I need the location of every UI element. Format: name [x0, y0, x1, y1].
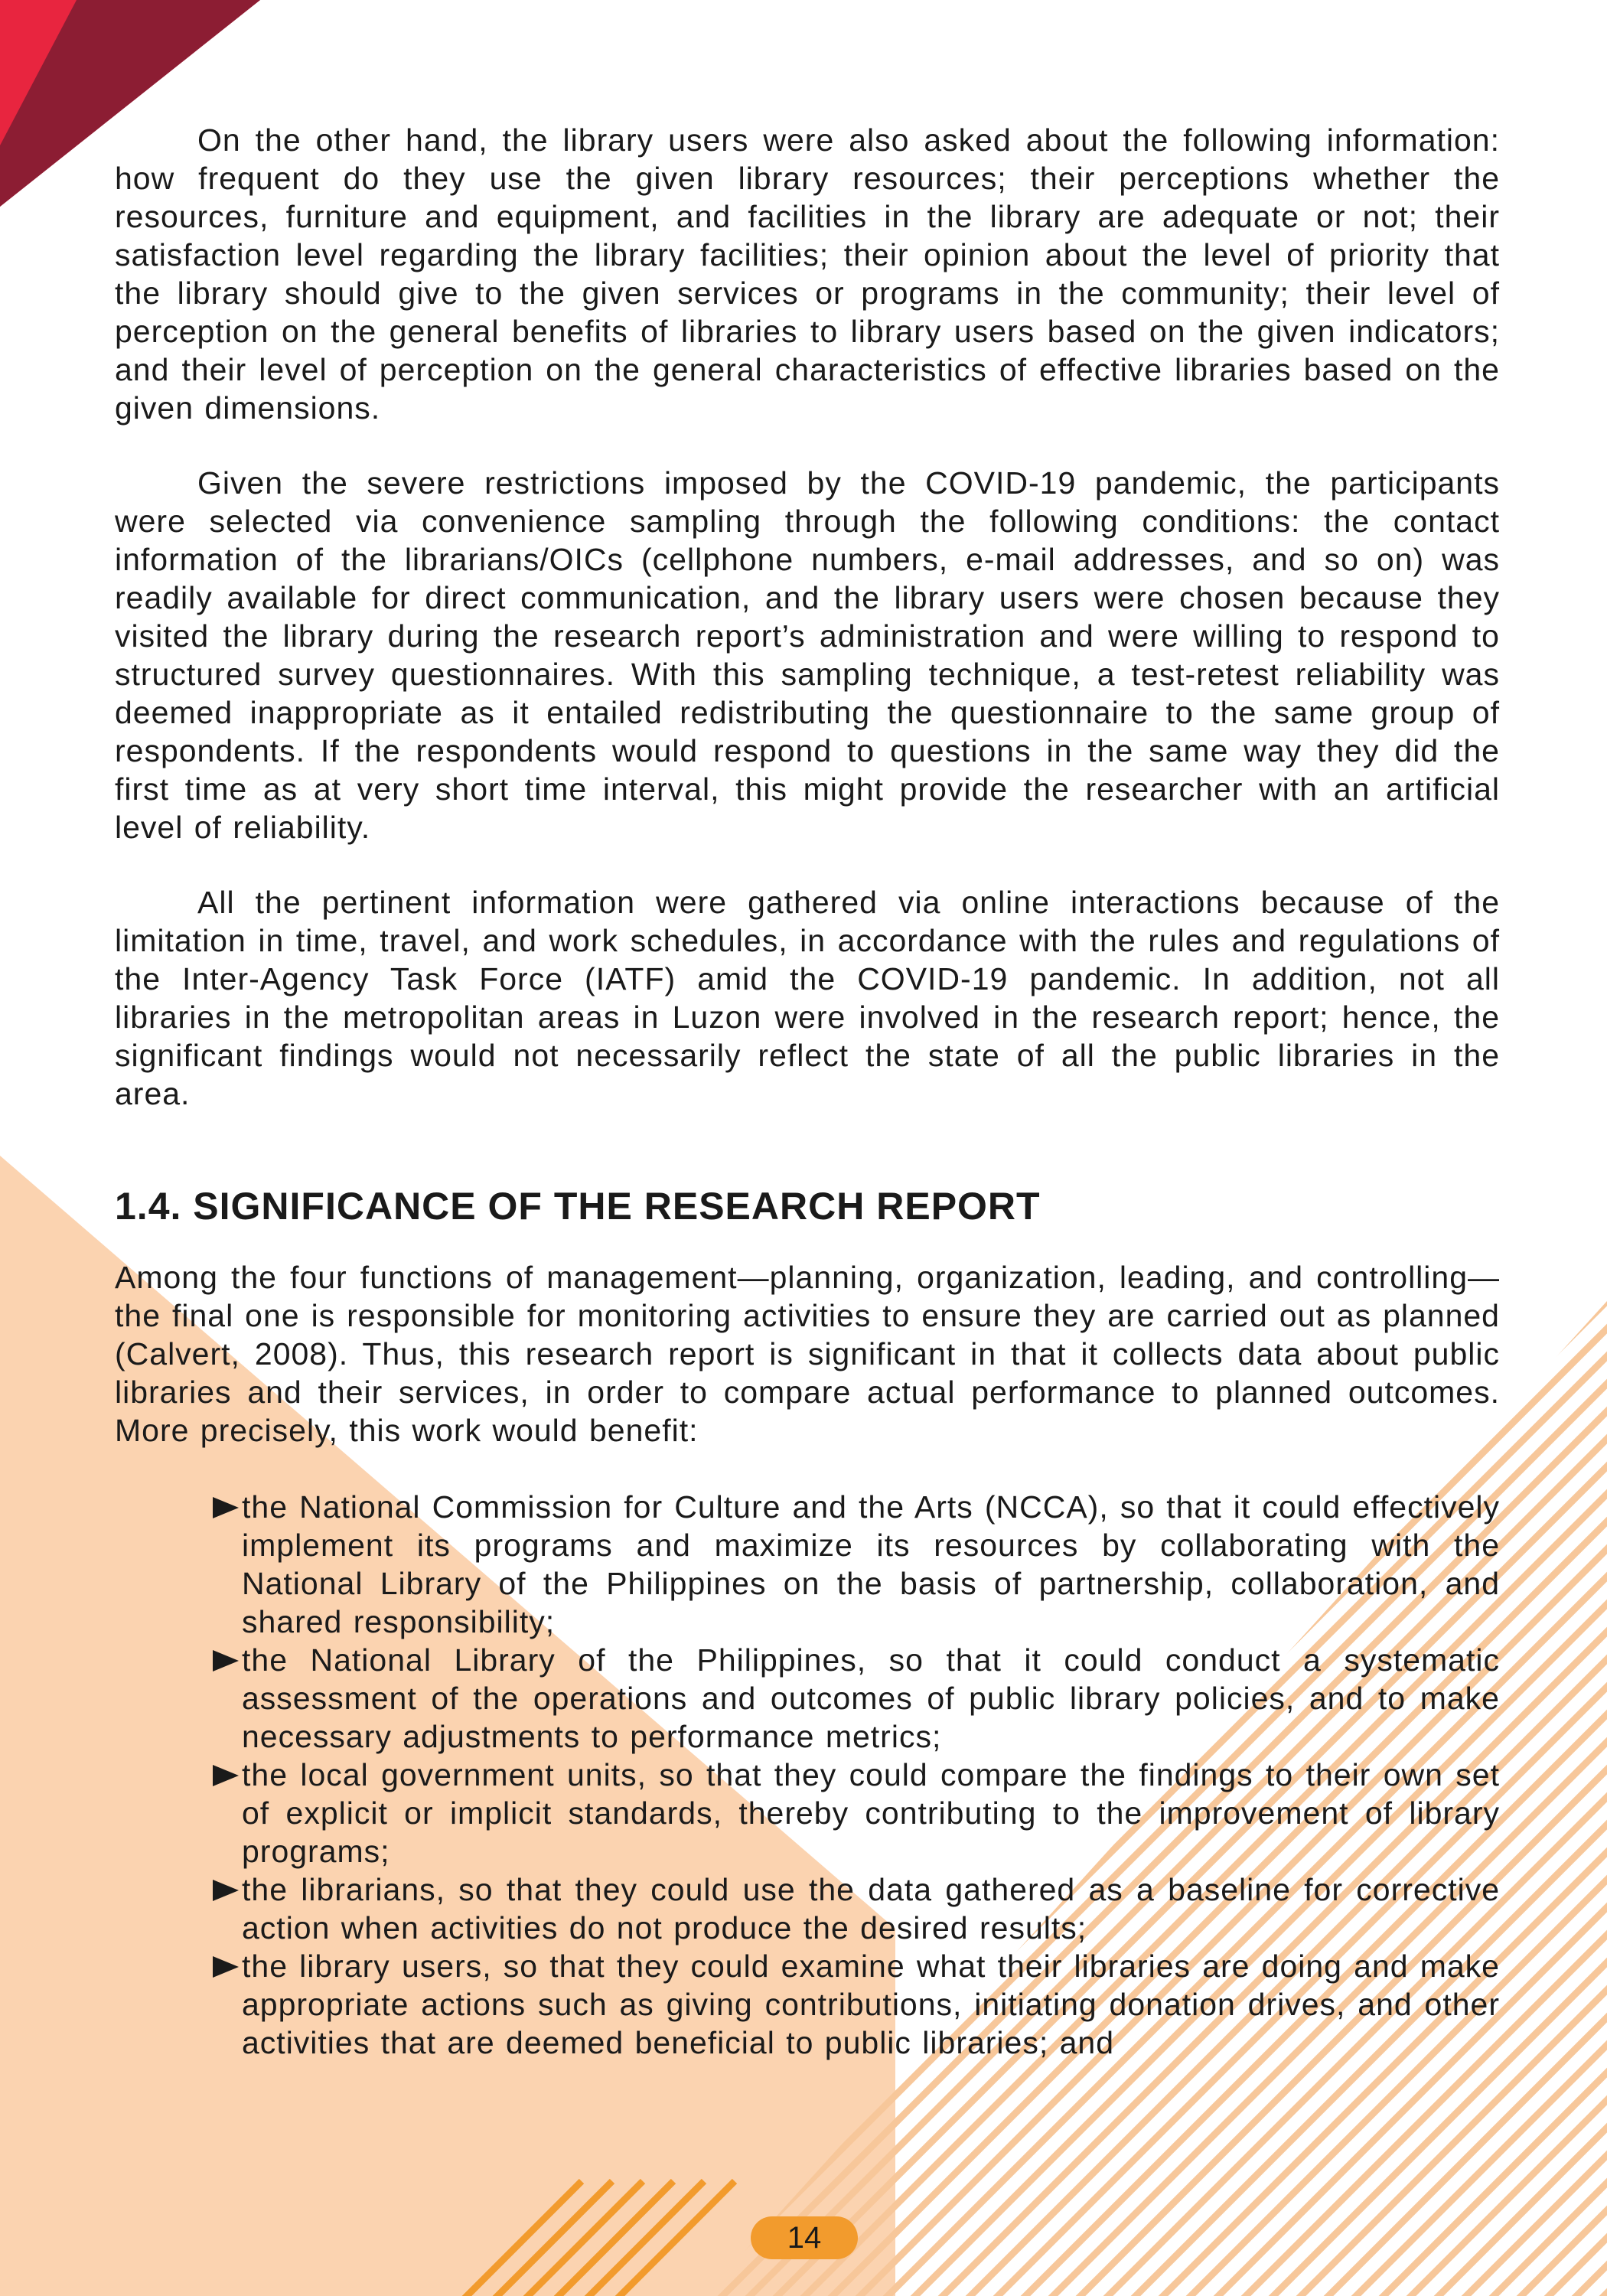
list-item-text: the National Library of the Philippines, so that it could conduct a systematic assessment of the operations and outcomes of public library policies, and to make necessary adjustments to performance metrics; [242, 1642, 1500, 1754]
triangle-bullet-icon [213, 1880, 239, 1901]
list-item [213, 1756, 1500, 1870]
list-item-text: the National Commission for Culture and the Arts (NCCA), so that it could effectively implement its programs and maximize its resources by collaborating with the National Library of the Philippines on the basis of partnership, collaboration, and shared responsibility; [242, 1489, 1500, 1639]
triangle-bullet-icon [213, 1497, 239, 1518]
document-body [115, 121, 1500, 2062]
list-item-text: the librarians, so that they could use the data gathered as a baseline for corrective action when activities do not produce the desired results; [242, 1872, 1500, 1945]
list-item-text: the library users, so that they could examine what their libraries are doing and make appropriate actions such as giving contributions, initiating donation drives, and other activities that are deemed beneficial to public libraries; and [242, 1949, 1500, 2060]
list-item [213, 1870, 1500, 1947]
list-item [213, 1641, 1500, 1756]
list-item [213, 1488, 1500, 1641]
triangle-bullet-icon [213, 1765, 239, 1786]
list-item [213, 1947, 1500, 2062]
triangle-bullet-icon [213, 1956, 239, 1978]
section-intro: Among the four functions of management—planning, organization, leading, and controlling—the final one is responsible for monitoring activities to ensure they are carried out as planned (Calvert, 2008). Thus, this research report is significant in that it collects data about public libraries and their services, in order to compare actual performance to planned outcomes. More precisely, this work would benefit: [115, 1260, 1500, 1448]
paragraph-library-users: On the other hand, the library users were also asked about the following information: how frequent do they use the given library resources; their perceptions whether the resources, furniture and equipment, and facilities in the library are adequate or not; their satisfaction level regarding the library facilities; their opinion about the level of priority that the library should give to the given services or programs in the community; their level of perception on the general benefits of libraries to library users based on the given indicators; and their level of perception on the general characteristics of effective libraries based on the given dimensions. [115, 122, 1500, 426]
page-number-badge: 14 [751, 2216, 858, 2259]
triangle-bullet-icon [213, 1650, 239, 1671]
paragraph-online-interactions: All the pertinent information were gathered via online interactions because of the limitation in time, travel, and work schedules, in accordance with the rules and regulations of the Inter-Agency Task Force (IATF) amid the COVID-19 pandemic. In addition, not all libraries in the metropolitan areas in Luzon were involved in the research report; hence, the significant findings would not necessarily reflect the state of all the public libraries in the area. [115, 885, 1500, 1111]
list-item-text: the local government units, so that they could compare the findings to their own set of explicit or implicit standards, thereby contributing to the improvement of library programs; [242, 1757, 1500, 1869]
paragraph-sampling: Given the severe restrictions imposed by the COVID-19 pandemic, the participants were selected via convenience sampling through the following conditions: the contact information of the librarians/OICs (cellphone numbers, e-mail addresses, and so on) was readily available for direct communication, and the library users were chosen because they visited the library during the research report’s administration and were willing to respond to structured survey questionnaires. With this sampling technique, a test-retest reliability was deemed inappropriate as it entailed redistributing the questionnaire to the same group of respondents. If the respondents would respond to questions in the same way they did the first time as at very short time interval, this might provide the researcher with an artificial level of reliability. [115, 465, 1500, 845]
section-heading: 1.4. SIGNIFICANCE OF THE RESEARCH REPORT [115, 1185, 1041, 1228]
beneficiaries-list [213, 1488, 1500, 2062]
